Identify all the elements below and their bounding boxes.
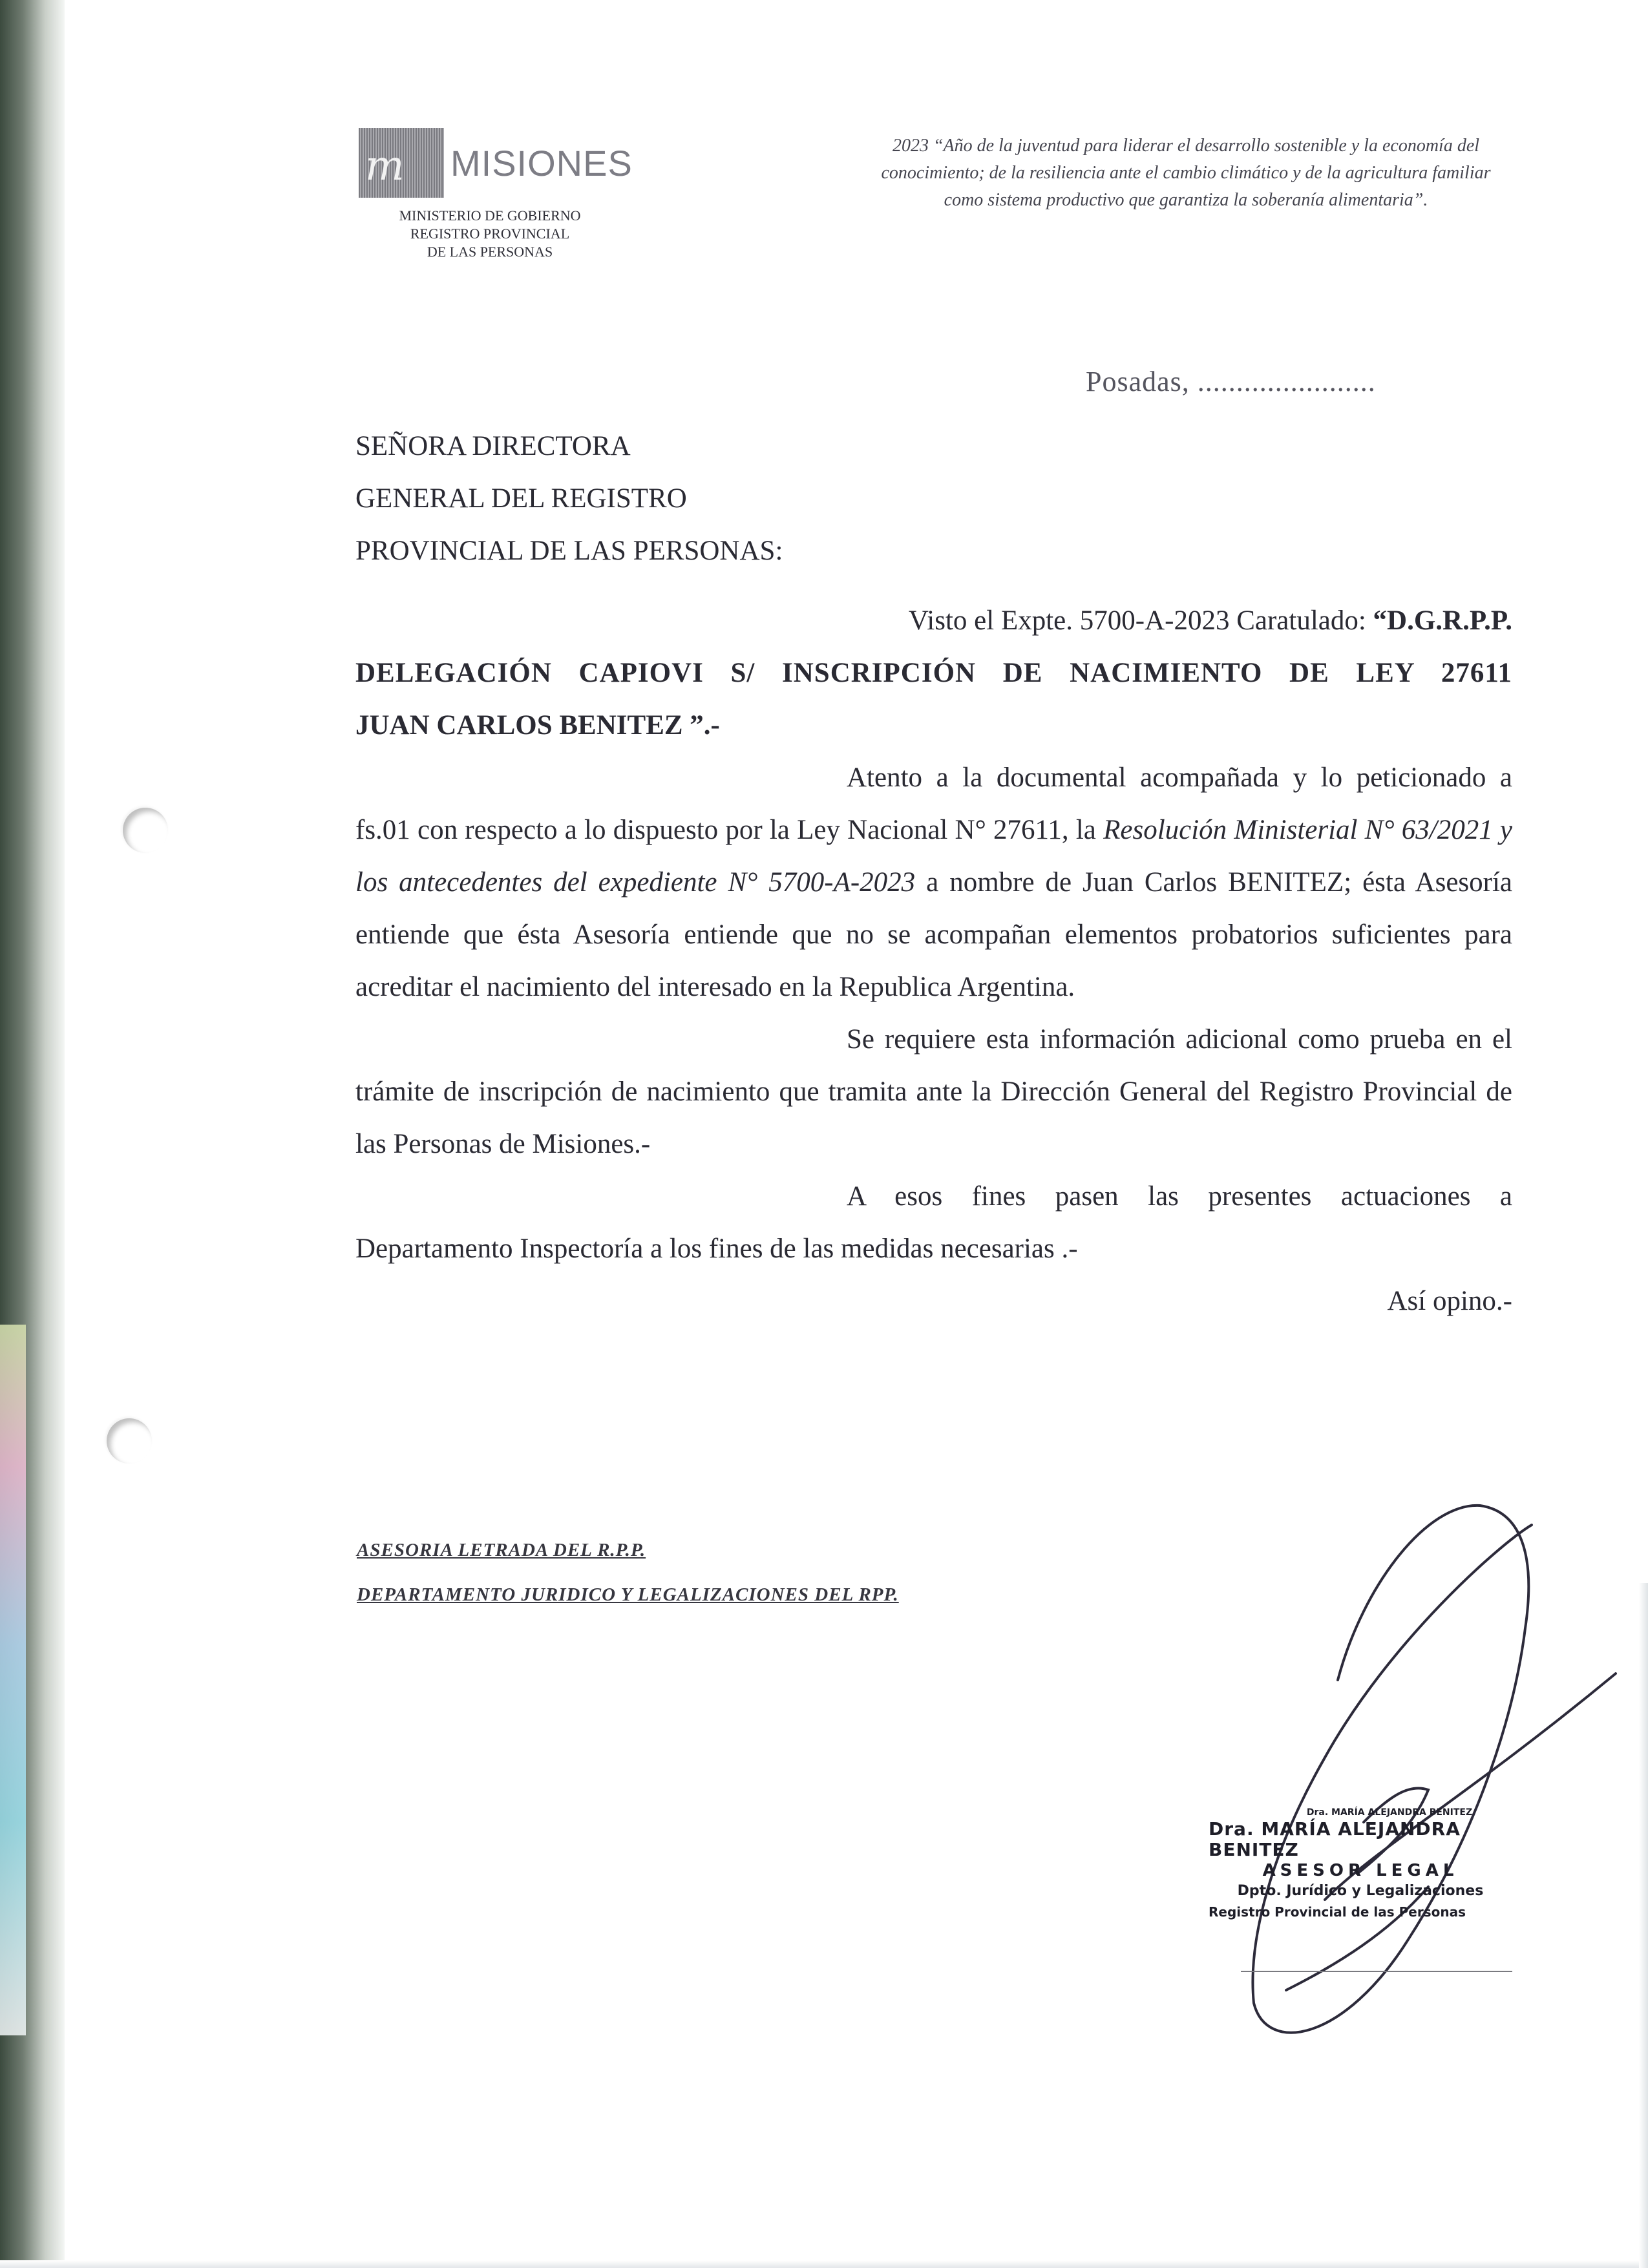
scan-edge-bottom — [0, 2260, 1648, 2268]
legal-stamp: Dra. MARÍA ALEJANDRA BENITEZ Dra. MARÍA ALEJANDRA BENITEZ ASESOR LEGAL Dpto. Jurídico y Legalizaciones Registro Provincial de las Personas — [1209, 1807, 1484, 1920]
case-title: DELEGACIÓN CAPIOVI S/ INSCRIPCIÓN DE NACIMIENTO DE LEY 27611 — [355, 658, 1512, 688]
footer-department: DEPARTAMENTO JURIDICO Y LEGALIZACIONES DEL RPP. — [357, 1584, 899, 1605]
logo-mark: m — [359, 128, 444, 198]
case-title-name: JUAN CARLOS BENITEZ ”.- — [355, 710, 720, 740]
handwritten-signature — [1196, 1486, 1648, 2068]
place-date: Posadas, ....................... — [1086, 366, 1376, 397]
recipient: SEÑORA DIRECTORA GENERAL DEL REGISTRO PROVINCIAL DE LAS PERSONAS: — [355, 431, 783, 566]
misiones-logo — [359, 128, 650, 198]
punch-hole-top — [123, 808, 168, 853]
paragraph-documental: Atento a la documental acompañada y lo peticionado a fs.01 con respecto a lo dispuesto por la Ley Nacional N° 27611, la Resolución Ministerial N° 63/2021 y los antecedentes del expediente N° 5700-A-2023 a nombre de Juan Carlos BENITEZ; ésta Asesoría entiende que ésta Asesoría entiende que no se acompañan elementos probatorios suficientes para acreditar el nacimiento del interesado en la Republica Argentina. — [355, 762, 1512, 1002]
scan-edge-glare — [0, 1325, 26, 2035]
punch-hole-bottom — [107, 1418, 152, 1464]
paragraph-referral: A esos fines pasen las presentes actuaciones a Departamento Inspectoría a los fines de las medidas necesarias .- — [355, 1181, 1512, 1264]
visto-line: Visto el Expte. 5700-A-2023 Caratulado: “D.G.R.P.P. — [908, 605, 1512, 636]
year-motto: 2023 “Año de la juventud para liderar el desarrollo sostenible y la economía del conocimiento; de la resiliencia ante el cambio climático y de la agricultura familiar como sistema productivo que garantiza la soberanía alimentaria”. — [881, 136, 1491, 210]
ministry-name: MINISTERIO DE GOBIERNO REGISTRO PROVINCIAL DE LAS PERSONAS — [399, 207, 581, 260]
paragraph-requirement: Se requiere esta información adicional como prueba en el trámite de inscripción de nacimiento que tramita ante la Dirección General del Registro Provincial de las Personas de Misiones.- — [355, 1024, 1512, 1159]
letter-body — [355, 594, 1512, 1327]
signature-line — [1241, 1971, 1512, 1972]
logo-text: MISIONES — [450, 143, 633, 184]
footer-office: ASESORIA LETRADA DEL R.P.P. — [357, 1540, 646, 1560]
closing: Así opino.- — [1387, 1286, 1512, 1316]
